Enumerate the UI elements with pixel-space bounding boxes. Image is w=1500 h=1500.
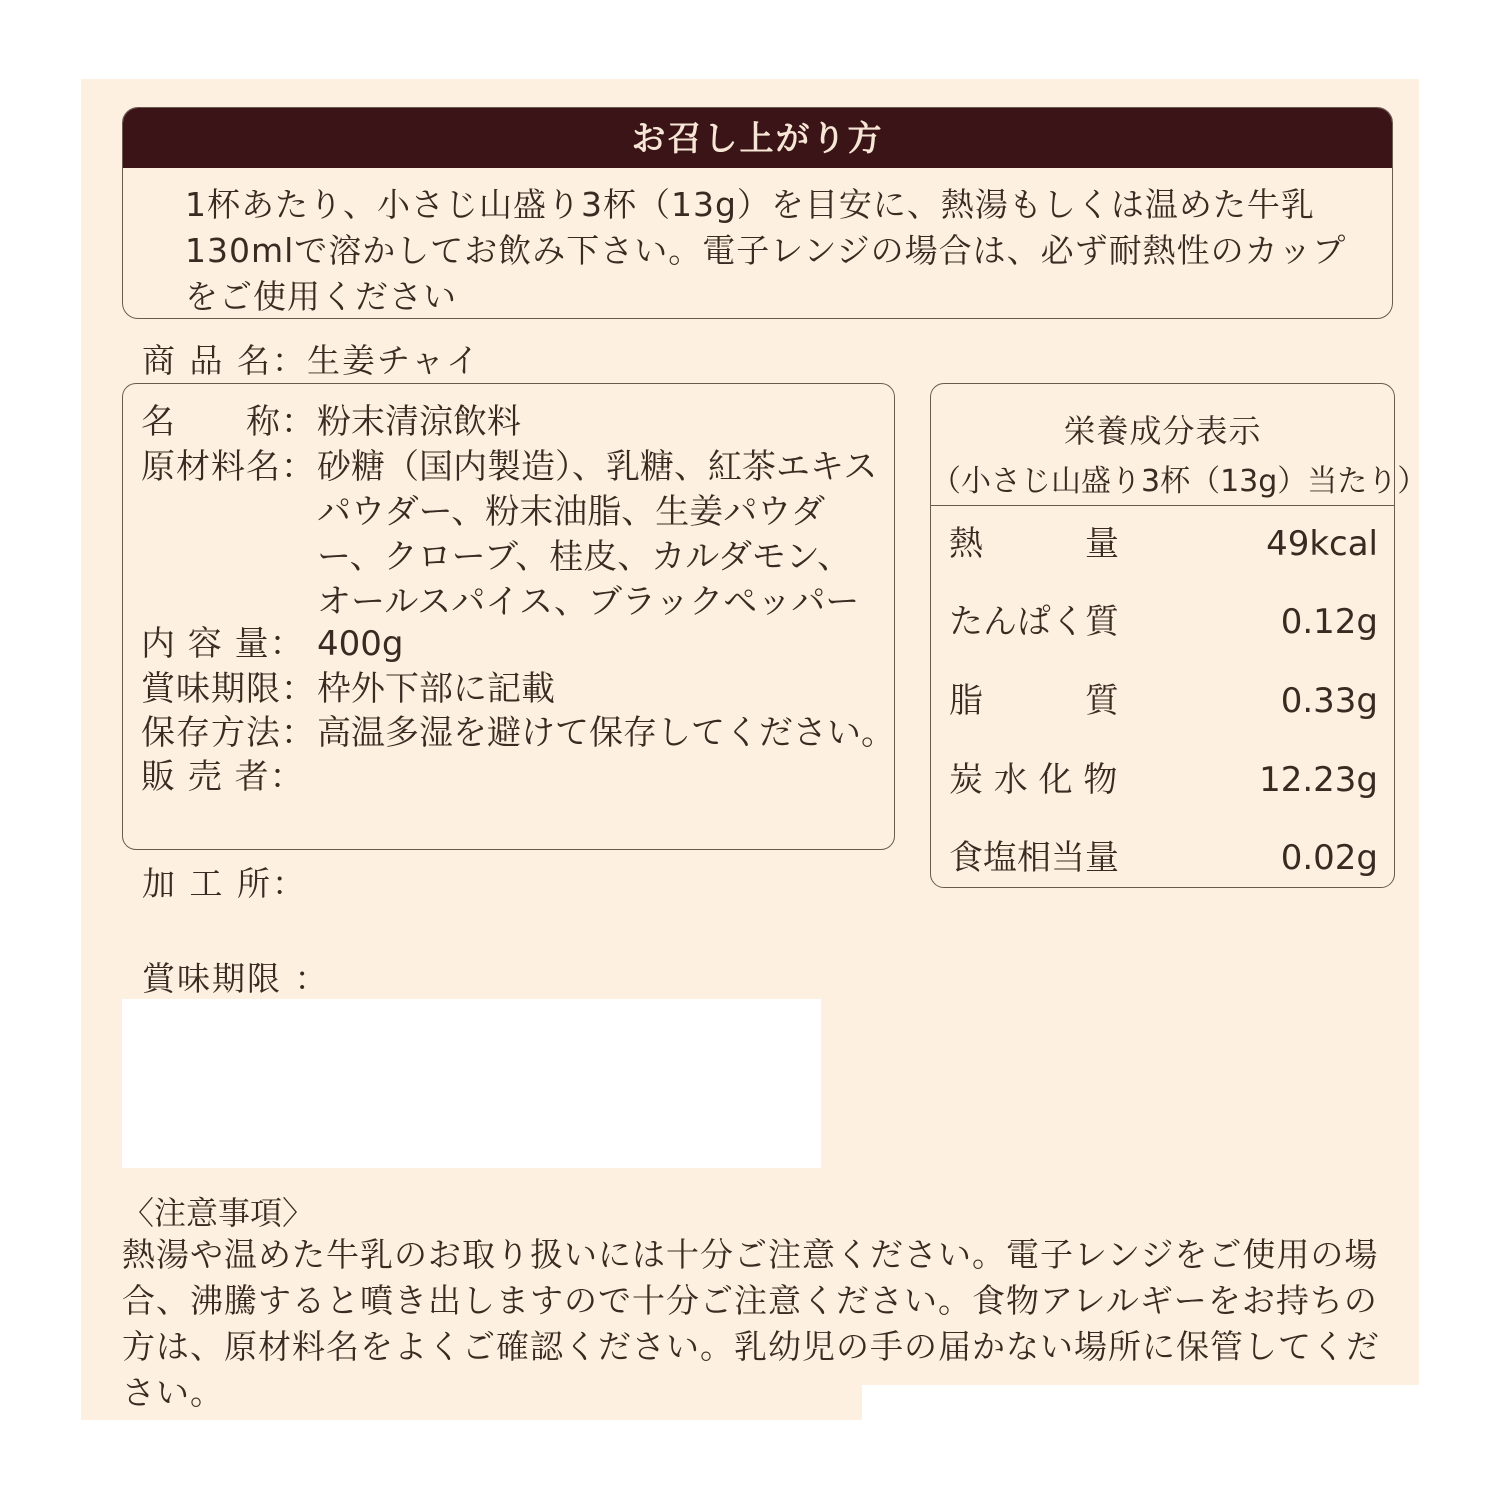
name-value: 粉末清涼飲料 (317, 402, 521, 442)
expiry-label: 賞味期限： (141, 669, 316, 709)
nutrient-name: 脂 質 (949, 681, 1119, 721)
nutrient-value: 0.12g (1280, 602, 1378, 642)
product-name-value: 生姜チャイ (306, 341, 481, 380)
nutrition-row (949, 679, 1378, 723)
storage-label: 保存方法： (141, 713, 316, 753)
processor-label: 加 工 所： (142, 864, 307, 903)
seller-label: 販 売 者： (141, 757, 305, 797)
nutrition-row (949, 522, 1378, 566)
product-info-box (122, 383, 895, 850)
product-name-label: 商 品 名： (142, 341, 307, 380)
nutrient-value: 49kcal (1266, 524, 1378, 564)
nutrient-value: 0.33g (1280, 681, 1378, 721)
caution-title: 〈注意事項〉 (122, 1194, 315, 1232)
nutrition-subtitle: （小さじ山盛り3杯（13g）当たり） (931, 464, 1428, 499)
nutrition-facts-box (930, 383, 1428, 888)
nutrient-value: 12.23g (1259, 760, 1378, 800)
expiry-bottom-label: 賞味期限 ： (142, 959, 330, 998)
nutrient-value: 0.02g (1280, 838, 1378, 878)
nutrition-divider (931, 505, 1394, 506)
name-label: 名 称： (141, 402, 316, 442)
blank-print-area (122, 999, 821, 1168)
expiry-value: 枠外下部に記載 (317, 669, 555, 709)
content-value: 400g (317, 624, 404, 664)
nutrition-title: 栄養成分表示 (1063, 412, 1262, 450)
content-label: 内 容 量： (141, 624, 305, 664)
nutrition-row (949, 600, 1378, 644)
directions-title: お召し上がり方 (123, 108, 1392, 168)
nutrient-name: たんぱく質 (949, 602, 1119, 642)
storage-value: 高温多湿を避けて保存してください。 (317, 713, 895, 753)
nutrition-row (949, 836, 1378, 880)
nutrient-name: 炭 水 化 物 (949, 760, 1118, 800)
caution-text: 熱湯や温めた牛乳のお取り扱いには十分ご注意ください。電子レンジをご使用の場合、沸騰すると噴き出しますので十分ご注意ください。食物アレルギーをお持ちの方は、原材料名をよくご確認ください。乳幼児の手の届かない場所に保管してください。 (122, 1235, 1380, 1412)
nutrient-name: 食塩相当量 (949, 838, 1119, 878)
nutrient-name: 熱 量 (949, 524, 1119, 564)
directions-text: 1杯あたり、小さじ山盛り3杯（13g）を目安に、熱湯もしくは温めた牛乳130mlで溶かしてお飲み下さい。電子レンジの場合は、必ず耐熱性のカップをご使用ください (185, 185, 1347, 316)
directions-box (122, 107, 1393, 319)
ingredients-label: 原材料名： (141, 447, 316, 487)
product-name-row (142, 335, 481, 382)
ingredients-value: 砂糖（国内製造）、乳糖、紅茶エキスパウダー、粉末油脂、生姜パウダー、クローブ、桂皮、カルダモン、オールスパイス、ブラックペッパー (317, 447, 878, 622)
nutrition-row (949, 758, 1378, 802)
